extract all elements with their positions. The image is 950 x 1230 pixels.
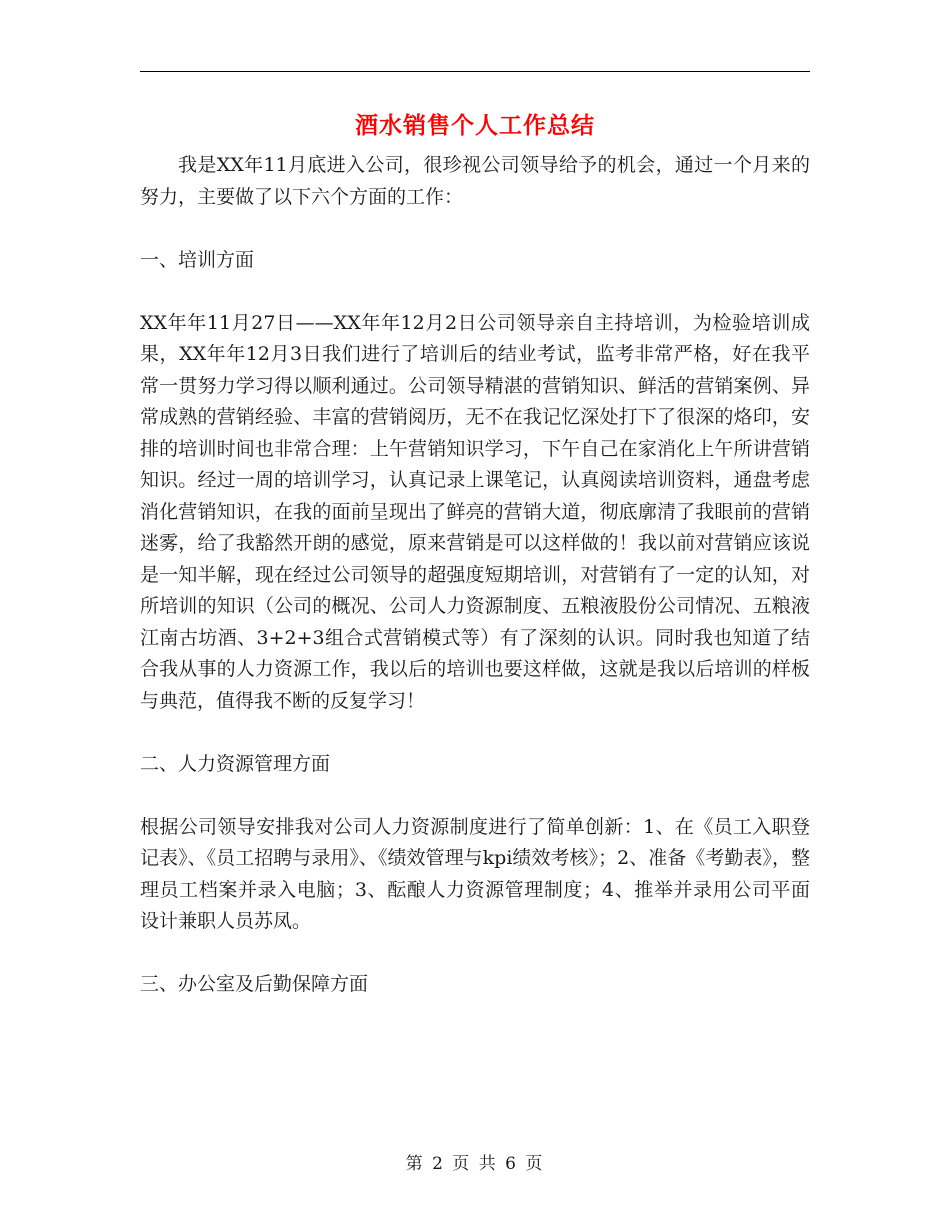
paragraph-gap — [140, 938, 810, 970]
section-body-hr: 根据公司领导安排我对公司人力资源制度进行了简单创新：1、在《员工入职登记表》、《员工招聘与录用》、《绩效管理与kpi绩效考核》；2、准备《考勤表》，整理员工档案并录入电脑；3、酝酿人力资源管理制度；4、推举并录用公司平面设计兼职人员苏凤。 — [140, 815, 810, 932]
section-body-training: XX年年11月27日——XX年年12月2日公司领导亲自主持培训，为检验培训成果，XX年年12月3日我们进行了培训后的结业考试，监考非常严格，好在我平常一贯努力学习得以顺利通过。公司领导精湛的营销知识、鲜活的营销案例、异常成熟的营销经验、丰富的营销阅历，无不在我记忆深处打下了很深的烙印，安排的培训时间也非常合理：上午营销知识学习，下午自己在家消化上午所讲营销知识。经过一周的培训学习，认真记录上课笔记，认真阅读培训资料，通盘考虑消化营销知识，在我的面前呈现出了鲜亮的营销大道，彻底廓清了我眼前的营销迷雾，给了我豁然开朗的感觉，原来营销是可以这样做的！我以前对营销应该说是一知半解，现在经过公司领导的超强度短期培训，对营销有了一定的认知，对所培训的知识（公司的概况、公司人力资源制度、五粮液股份公司情况、五粮液江南古坊酒、3+2+3组合式营销模式等）有了深刻的认识。同时我也知道了结合我从事的人力资源工作，我以后的培训也要这样做，这就是我以后培训的样板与典范，值得我不断的反复学习！ — [140, 311, 810, 712]
document-body — [140, 150, 810, 1001]
section-heading-office: 三、办公室及后勤保障方面 — [140, 973, 369, 995]
header-rule — [140, 71, 810, 72]
paragraph-gap — [140, 717, 810, 749]
paragraph-gap — [140, 276, 810, 308]
document-title: 酒水销售个人工作总结 — [355, 112, 595, 139]
section-heading-hr: 二、人力资源管理方面 — [140, 752, 331, 775]
paragraph-gap — [140, 213, 810, 245]
intro-paragraph: 我是XX年11月底进入公司，很珍视公司领导给予的机会，通过一个月来的努力，主要做了以下六个方面的工作： — [140, 154, 810, 208]
page-number: 第 2 页 共 6 页 — [405, 1154, 545, 1174]
paragraph-gap — [140, 780, 810, 812]
section-heading-training: 一、培训方面 — [140, 248, 255, 271]
